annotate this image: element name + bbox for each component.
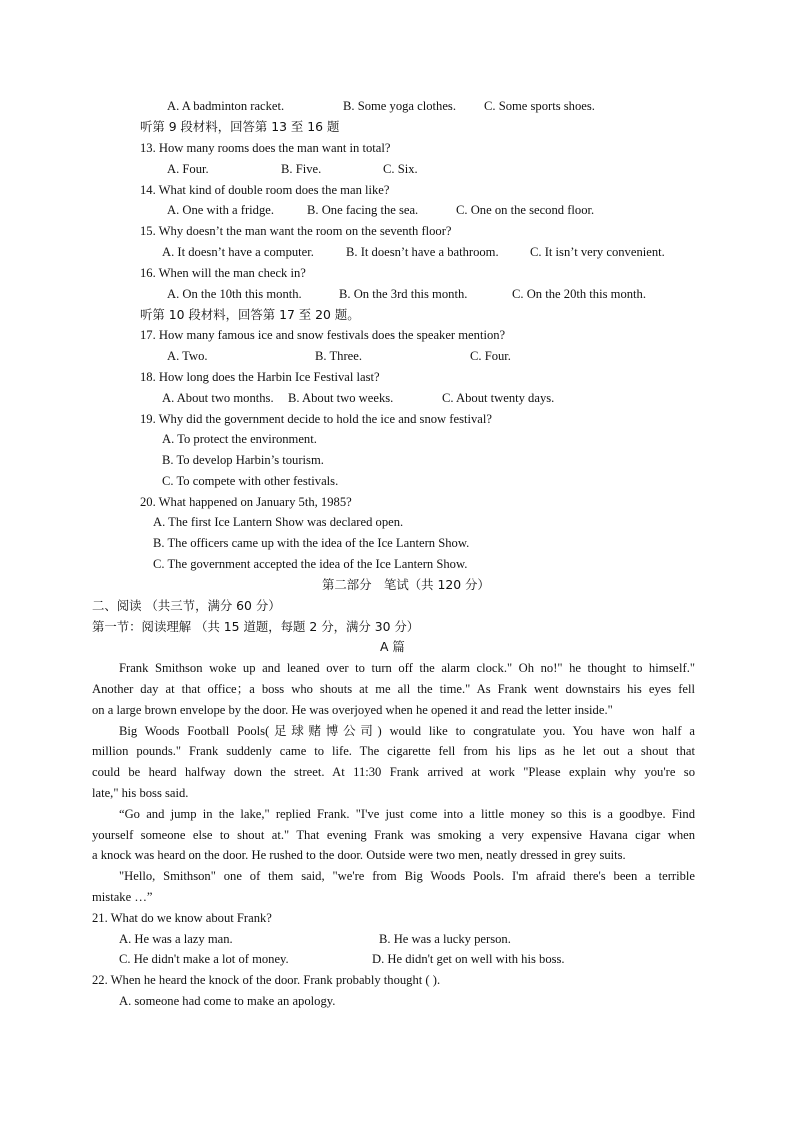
q16-option-b: B. On the 3rd this month. [339, 287, 468, 301]
passage-line: "Hello, Smithson" one of them said, "we're from Big Woods Pools. I'm afraid there's been a terrible [119, 869, 695, 883]
passage-title: A 篇 [380, 639, 405, 654]
passage-line: “Go and jump in the lake," replied Frank. "I've just come into a little money so this is a goodbye. Find [119, 807, 695, 821]
passage-line: mistake …” [92, 890, 153, 904]
section9-header: 听第 9 段材料，回答第 13 至 16 题 [140, 119, 340, 134]
passage-line: could be heard halfway down the street. At 11:30 Frank arrived at work "Please explain why you're so [92, 765, 695, 779]
q20-option-c: C. The government accepted the idea of the Ice Lantern Show. [153, 557, 468, 571]
section10-header: 听第 10 段材料，回答第 17 至 20 题。 [140, 307, 360, 322]
q21-option-c: C. He didn't make a lot of money. [119, 952, 289, 966]
q14-option-c: C. One on the second floor. [456, 203, 595, 217]
q16-option-c: C. On the 20th this month. [512, 287, 646, 301]
q15-option-a: A. It doesn’t have a computer. [162, 245, 314, 259]
q18-stem: 18. How long does the Harbin Ice Festival last? [140, 370, 380, 384]
section1-title: 第一节：阅读理解 （共 15 道题，每题 2 分，满分 30 分） [92, 619, 420, 634]
q21-option-a: A. He was a lazy man. [119, 932, 233, 946]
q13-stem: 13. How many rooms does the man want in total? [140, 141, 391, 155]
reading-title: 二、阅读 （共三节，满分 60 分） [92, 598, 281, 613]
q12-option-b: B. Some yoga clothes. [343, 99, 456, 113]
q18-option-b: B. About two weeks. [288, 391, 394, 405]
q15-stem: 15. Why doesn’t the man want the room on the seventh floor? [140, 224, 452, 238]
q17-stem: 17. How many famous ice and snow festivals does the speaker mention? [140, 328, 506, 342]
q20-option-a: A. The first Ice Lantern Show was declared open. [153, 515, 404, 529]
q21-option-b: B. He was a lucky person. [379, 932, 511, 946]
q20-stem: 20. What happened on January 5th, 1985? [140, 495, 352, 509]
q20-option-b: B. The officers came up with the idea of the Ice Lantern Show. [153, 536, 470, 550]
passage-line: on a large brown envelope by the door. He was overjoyed when he opened it and read the letter inside." [92, 703, 613, 717]
q16-option-a: A. On the 10th this month. [167, 287, 302, 301]
q13-option-a: A. Four. [167, 162, 209, 176]
q19-option-a: A. To protect the environment. [162, 432, 317, 446]
q21-stem: 21. What do we know about Frank? [92, 911, 272, 925]
q18-option-c: C. About twenty days. [442, 391, 555, 405]
passage-line: Frank Smithson woke up and leaned over to turn off the alarm clock." Oh no!" he thought to himself." [119, 661, 695, 675]
q15-option-c: C. It isn’t very convenient. [530, 245, 665, 259]
q17-option-c: C. Four. [470, 349, 511, 363]
q14-option-b: B. One facing the sea. [307, 203, 419, 217]
q12-option-a: A. A badminton racket. [167, 99, 285, 113]
passage-line: late," his boss said. [92, 786, 189, 800]
q13-option-b: B. Five. [281, 162, 322, 176]
q13-option-c: C. Six. [383, 162, 418, 176]
part2-title: 第二部分 笔试（共 120 分） [322, 577, 490, 592]
passage-line: million pounds." Frank suddenly came to life. The cigarette fell from his lips as he let out a shout that [92, 744, 695, 758]
q14-option-a: A. One with a fridge. [167, 203, 275, 217]
q17-option-a: A. Two. [167, 349, 208, 363]
q22-option-a: A. someone had come to make an apology. [119, 994, 336, 1008]
q19-stem: 19. Why did the government decide to hold the ice and snow festival? [140, 412, 492, 426]
q21-option-d: D. He didn't get on well with his boss. [372, 952, 565, 966]
q22-stem: 22. When he heard the knock of the door. Frank probably thought ( ). [92, 973, 441, 987]
q16-stem: 16. When will the man check in? [140, 266, 306, 280]
passage-line: Another day at that office；a boss who shouts at me all the time." As Frank went downstairs his eyes fell [92, 682, 695, 696]
passage-line: Big Woods Football Pools(足球赌博公司) would like to congratulate you. You have won half a [119, 724, 695, 738]
q17-option-b: B. Three. [315, 349, 362, 363]
passage-line: yourself someone else to shout at." That evening Frank was smoking a very expensive Havana cigar when [92, 828, 695, 842]
q14-stem: 14. What kind of double room does the man like? [140, 183, 390, 197]
q19-option-b: B. To develop Harbin’s tourism. [162, 453, 324, 467]
q18-option-a: A. About two months. [162, 391, 274, 405]
q12-option-c: C. Some sports shoes. [484, 99, 595, 113]
q15-option-b: B. It doesn’t have a bathroom. [346, 245, 499, 259]
passage-line: a knock was heard on the door. He rushed to the door. Outside were two men, neatly dressed in grey suits. [92, 848, 626, 862]
q19-option-c: C. To compete with other festivals. [162, 474, 339, 488]
